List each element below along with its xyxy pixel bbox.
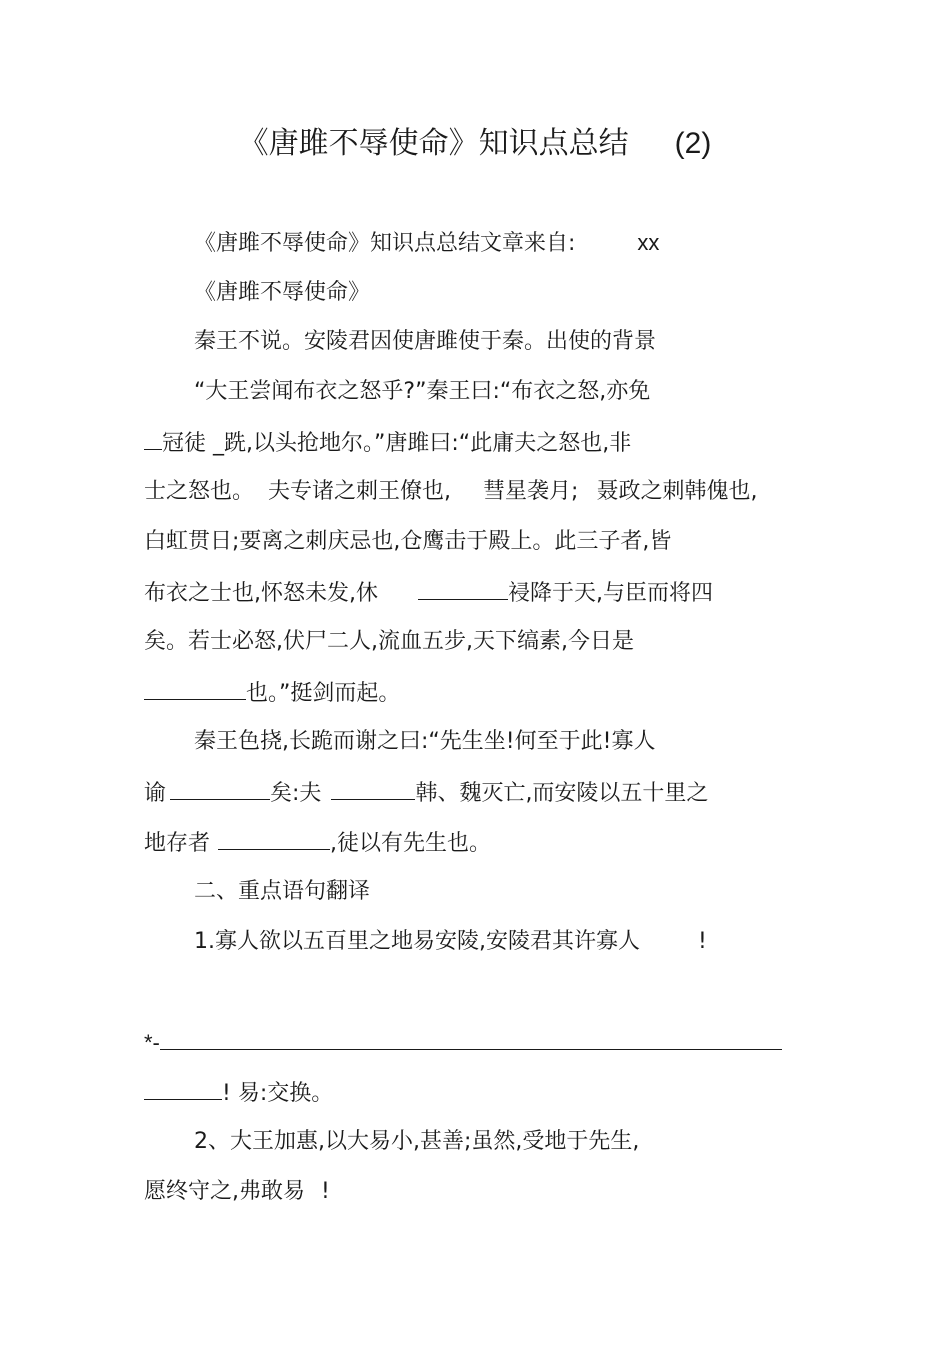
paragraph-line xyxy=(144,427,631,459)
answer-text: ! 易:交换。 xyxy=(222,1081,334,1106)
fill-blank xyxy=(144,1077,222,1100)
line-text: 韩、魏灭亡,而安陵以五十里之 xyxy=(415,781,709,806)
line-text: 矣:夫 xyxy=(270,781,322,806)
text-heading: 《唐雎不辱使命》 xyxy=(194,280,371,305)
line-text: 祲降于天,与臣而将四 xyxy=(508,581,713,606)
fill-blank xyxy=(418,577,508,600)
paragraph-line: 白虹贯日;要离之刺庆忌也,仓鹰击于殿上。此三子者,皆 xyxy=(144,529,672,554)
title-number: (2) xyxy=(674,127,712,160)
line-text: 地存者 xyxy=(144,831,211,856)
document-title xyxy=(0,122,950,166)
title-text: 《唐雎不辱使命》知识点总结 xyxy=(238,126,629,161)
source-label: 《唐雎不辱使命》知识点总结文章来自: xyxy=(194,231,576,256)
answer-line xyxy=(144,1027,782,1059)
section-heading: 二、重点语句翻译 xyxy=(194,879,371,904)
fill-blank xyxy=(144,427,162,450)
paragraph-line: 秦王色挠,长跪而谢之曰:“先生坐!何至于此!寡人 xyxy=(194,729,656,754)
fill-blank xyxy=(331,777,415,800)
line-text: 士之怒也。 xyxy=(144,479,255,504)
bullet-marker: *- xyxy=(144,1030,160,1055)
sentence-end-mark: ! xyxy=(698,929,707,954)
line-text: 夫专诸之刺王僚也, xyxy=(268,479,452,504)
line-text: ,徒以有先生也。 xyxy=(330,831,492,856)
sentence-2-line-2 xyxy=(144,1177,330,1207)
sentence-text: 愿终守之,弗敢易 xyxy=(144,1179,305,1204)
sentence-text: 1.寡人欲以五百里之地易安陵,安陵君其许寡人 xyxy=(194,929,640,954)
line-text: 谕 xyxy=(144,781,167,806)
line-text: 也。”挺剑而起。 xyxy=(246,681,401,706)
line-text: 布衣之士也,怀怒未发,休 xyxy=(144,581,378,606)
paragraph-line: 矣。若士必怒,伏尸二人,流血五步,天下缟素,今日是 xyxy=(144,629,634,654)
paragraph-line xyxy=(144,827,491,859)
fill-blank xyxy=(144,677,246,700)
answer-blank xyxy=(160,1027,782,1050)
answer-line xyxy=(144,1077,333,1109)
paragraph-line xyxy=(144,677,400,709)
line-text: 聂政之刺韩傀也, xyxy=(596,479,758,504)
paragraph-line: 秦王不说。安陵君因使唐雎使于秦。出使的背景 xyxy=(194,329,657,354)
fill-blank xyxy=(170,777,270,800)
paragraph-line xyxy=(144,477,757,507)
source-line xyxy=(194,228,659,259)
sentence-2-line-1: 2、大王加惠,以大易小,甚善;虽然,受地于先生, xyxy=(194,1129,640,1154)
sentence-1 xyxy=(194,927,707,957)
paragraph-line: “大王尝闻布衣之怒乎?”秦王曰:“布衣之怒,亦免 xyxy=(194,379,651,404)
paragraph-line xyxy=(144,777,708,809)
source-value: xx xyxy=(637,230,660,255)
fill-blank xyxy=(218,827,330,850)
line-text: 彗星袭月; xyxy=(483,479,579,504)
paragraph-line xyxy=(144,577,713,609)
sentence-end-mark: ! xyxy=(321,1179,330,1204)
line-text: 冠徒 _跣,以头抢地尔。”唐雎曰:“此庸夫之怒也,非 xyxy=(162,431,632,456)
